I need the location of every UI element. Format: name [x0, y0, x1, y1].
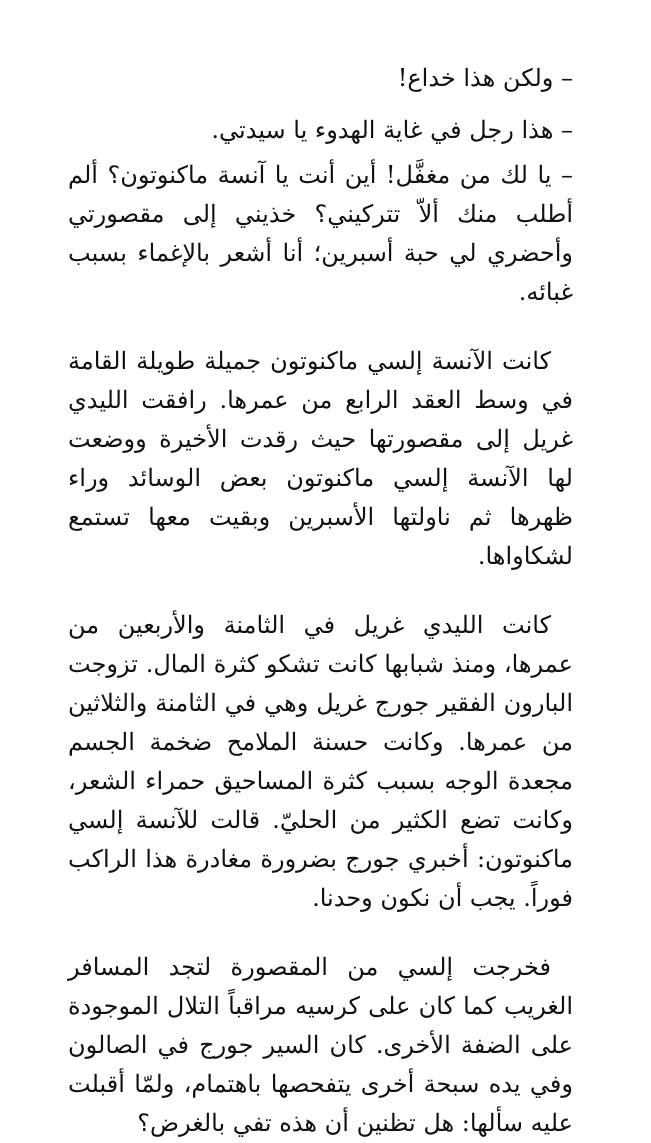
narrative-paragraph-1 — [68, 342, 573, 576]
paragraph-spacer — [68, 918, 573, 948]
narrative-paragraph-3 — [68, 948, 573, 1143]
paragraph-spacer — [68, 576, 573, 606]
dialogue-line-1: – ولكن هذا خداع! — [397, 64, 573, 92]
narrative-paragraph-2 — [68, 606, 573, 918]
narrative-paragraph-2-text: كانت الليدي غريل في الثامنة والأربعين من عمرها، ومنذ شبابها كانت تشكو كثرة المال. تزوجت البارون الفقير جورج غريل وهي في الثامنة والثلاثين من عمرها. وكانت حسنة الملامح ضخمة الجسم مجعدة الوجه بسبب كثرة المساحيق حمراء الشعر، وكانت تضع الكثير من الحليّ. قالت للآنسة إلسي ماكنوتون: أخبري جورج بضرورة مغادرة هذا الراكب فوراً. يجب أن نكون وحدنا. — [68, 611, 573, 912]
paragraph-spacer — [68, 312, 573, 342]
narrative-paragraph-1-text: كانت الآنسة إلسي ماكنوتون جميلة طويلة القامة في وسط العقد الرابع من عمرها. رافقت الليدي غريل إلى مقصورتها حيث رقدت الأخيرة ووضعت لها الآنسة إلسي ماكنوتون بعض الوسائد وراء ظهرها ثم ناولتها الأسبرين وبقيت معها تستمع لشكاواها. — [68, 347, 573, 570]
dialogue-paragraph-3: – يا لك من مغفَّل! أين أنت يا آنسة ماكنوتون؟ ألم أطلب منك ألاّ تتركيني؟ خذيني إلى مقصورتي وأحضري لي حبة أسبرين؛ أنا أشعر بالإغماء بسبب غبائه. — [68, 161, 573, 306]
dialogue-line-2: – هذا رجل في غاية الهدوء يا سيدتي. — [211, 116, 573, 144]
narrative-paragraph-3-text: فخرجت إلسي من المقصورة لتجد المسافر الغريب كما كان على كرسيه مراقباً التلال الموجودة على الضفة الأخرى. كان السير جورج في الصالون وفي يده سبحة أخرى يتفحصها باهتمام، ولمّا أقبلت عليه سألها: هل تظنين أن هذه تفي بالغرض؟ — [68, 953, 573, 1137]
